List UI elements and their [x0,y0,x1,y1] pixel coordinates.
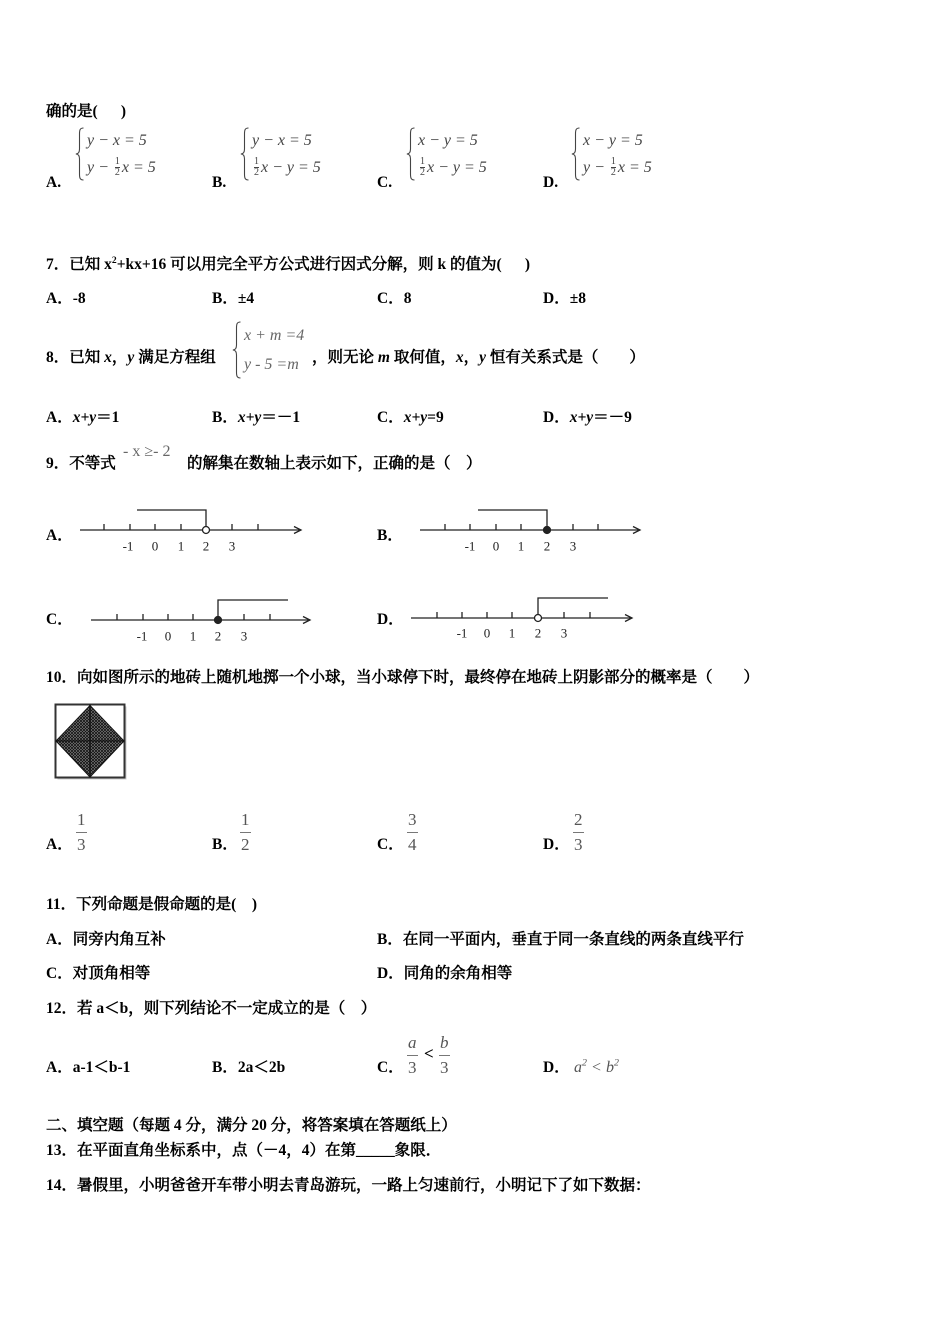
section-heading-fill-in: 二、填空题（每题 4 分，满分 20 分，将答案填在答题纸上） [46,1117,457,1134]
option-label: D． [543,290,570,307]
q7-stem-pre: 已知 x [69,256,112,273]
q10-floor-tile-figure [54,703,127,780]
fraction-numerator: 1 [241,810,250,829]
base-b: b [605,1059,614,1076]
equation-suffix: x = 5 [121,159,156,176]
system-equations [87,127,156,181]
fraction-numerator: a [408,1033,417,1052]
solution-bracket [137,510,206,527]
q11-stem [46,895,257,915]
fraction-numerator: 1 [420,156,425,167]
q13-stem-pre: 在平面直角坐标系中，点（－4，4）在第 [77,1142,357,1159]
equation-2: y - 5 =m [244,356,299,373]
q6-option-a-system [75,127,156,181]
q9-stem-part1 [46,454,116,474]
q8-stem-post1: ，则无论 [312,349,378,366]
q11-number: 11． [46,896,77,913]
q9-option-b-number-line [415,500,650,560]
q8-number: 8． [46,349,70,366]
system-brace [75,127,84,181]
equation-1: x − y = 5 [418,132,478,149]
equation-2 [87,154,156,181]
q12-option-c-left-fraction [407,1031,418,1080]
q10-option-c-fraction [407,808,418,857]
q9-stem-pre: 不等式 [69,455,116,472]
system-equations [418,127,487,181]
closed-endpoint [544,527,551,534]
tick-label: 1 [508,625,516,641]
tick-label: 2 [202,538,210,554]
option-text: 在同一平面内，垂直于同一条直线的两条直线平行 [402,931,744,948]
q9-option-c-label: C． [46,611,73,628]
tick-label: 3 [228,538,236,554]
tick-label: 3 [240,628,248,644]
q11-option-d [377,964,512,984]
tick-label: 1 [177,538,185,554]
q9-option-a-number-line [75,500,310,560]
equation-2 [583,154,652,181]
q8-option-c [377,408,444,428]
option-text: a-1＜b-1 [72,1059,131,1076]
less-than-sign: < [424,1044,434,1063]
q8-stem-part1 [46,348,216,368]
q7-number: 7． [46,256,70,273]
variable-x: x [455,349,464,366]
option-lhs: x+y [237,409,262,426]
q8-option-d [543,408,632,428]
variable-x: x [104,349,112,366]
tick-label: -1 [136,628,148,644]
q10-option-d-fraction [573,808,584,857]
fraction-denominator: 3 [439,1055,450,1080]
q8-stem-mid: 满足方程组 [134,349,216,366]
q9-option-c-number-line [86,590,321,650]
option-label: C． [377,409,404,426]
fraction-denominator: 4 [407,832,418,857]
tick-label: 3 [569,538,577,554]
tick-label: 0 [483,625,491,641]
q11-option-b [377,930,744,950]
q7-option-a [46,289,86,309]
q12-option-d-expression [574,1058,619,1078]
option-rhs: =9 [427,409,444,426]
option-label: A． [46,931,73,948]
option-lhs: x+y [72,409,97,426]
q10-number: 10． [46,669,78,686]
q10-stem-text: 向如图所示的地砖上随机地掷一个小球，当小球停下时，最终停在地砖上阴影部分的概率是（ ） [77,669,760,686]
q9-option-a-label: A． [46,527,73,544]
tick-label: 0 [164,628,172,644]
q12-option-c-label: C． [377,1059,404,1076]
less-than-sign: < [591,1059,601,1076]
equation-1: y − x = 5 [87,132,147,149]
q13-stem [46,1141,441,1161]
tick-label: 0 [151,538,159,554]
system-brace [232,321,241,379]
q9-option-d-number-line [406,588,641,648]
variable-y: y [127,349,135,366]
q10-option-b-label: B． [212,836,238,853]
option-text: -8 [72,290,86,307]
q8-stem-post2: 取何值， [389,349,456,366]
q7-stem-post: +kx+16 可以用完全平方公式进行因式分解，则 k 的值为( ) [116,256,531,273]
fraction-numerator: 1 [77,810,86,829]
q13-number: 13． [46,1142,78,1159]
fraction-numerator: b [440,1033,449,1052]
fraction-numerator: 1 [254,156,259,167]
open-endpoint [535,615,542,622]
option-label: A． [46,409,73,426]
q14-stem-text: 暑假里，小明爸爸开车带小明去青岛游玩，一路上匀速前行，小明记下了如下数据： [77,1177,651,1194]
option-label: C． [377,290,404,307]
q6-option-b-system [240,127,321,181]
equation-2 [418,154,487,181]
q7-option-c [377,289,411,309]
option-rhs: ＝－9 [593,409,632,426]
q12-option-d-label: D． [543,1059,570,1076]
q10-option-a-fraction [76,808,87,857]
option-text: 同角的余角相等 [403,965,513,982]
option-rhs: ＝－1 [261,409,301,426]
solution-bracket [218,600,288,616]
q7-stem [46,255,530,275]
q10-option-d-label: D． [543,836,570,853]
fraction-one-half [611,157,616,178]
option-text: 对顶角相等 [72,965,151,982]
q7-option-d [543,289,586,309]
q11-option-c [46,964,150,984]
q13-stem-post: 象限． [394,1142,442,1159]
closed-endpoint [215,617,222,624]
system-equations [583,127,652,181]
equation-prefix: y − [87,159,113,176]
fraction-denominator: 3 [407,1055,418,1080]
tick-label: -1 [122,538,134,554]
option-text: 2a＜2b [237,1059,286,1076]
option-lhs: x+y [403,409,428,426]
q7-option-b [212,289,254,309]
tick-label: 3 [560,625,568,641]
separator: ， [111,349,128,366]
q14-number: 14． [46,1177,78,1194]
q8-equation-system [232,321,304,379]
q12-stem-text: 若 a＜b，则下列结论不一定成立的是（ ） [77,1000,377,1017]
q12-option-a [46,1058,130,1078]
exponent: 2 [582,1057,587,1069]
q12-option-c-right-fraction [439,1031,450,1080]
equation-2 [252,154,321,181]
option-label: B． [212,1059,238,1076]
fraction-one-half [115,157,120,178]
fraction-denominator: 2 [240,832,251,857]
q8-option-a [46,408,119,428]
q9-number: 9． [46,455,70,472]
fraction-numerator: 1 [610,156,616,167]
option-label: A． [46,1059,73,1076]
option-label: A． [46,290,73,307]
q8-option-b [212,408,300,428]
equation-suffix: x − y = 5 [261,159,321,176]
option-label: B． [212,409,238,426]
q12-stem [46,999,376,1019]
separator: ， [463,349,480,366]
q8-stem-pre: 已知 [69,349,105,366]
equation-suffix: x − y = 5 [427,159,487,176]
tick-label: 2 [534,625,542,641]
system-brace [571,127,580,181]
q6-option-d-label: D. [543,174,559,191]
q6-stem-tail: 确的是( ) [46,103,127,120]
option-label: D． [543,409,570,426]
answer-blank: _____ [356,1142,395,1159]
q6-option-a-label: A. [46,174,62,191]
tick-label: 1 [189,628,197,644]
q9-inequality: - x ≥- 2 [123,443,171,460]
q6-option-b-label: B. [212,174,227,191]
fraction-denominator: 2 [420,167,425,178]
q7-exponent: 2 [111,254,117,266]
solution-bracket [478,510,547,526]
fraction-denominator: 3 [573,832,584,857]
equation-suffix: x = 5 [617,159,652,176]
q12-number: 12． [46,1000,78,1017]
fraction-one-half [254,157,259,178]
exponent: 2 [613,1057,619,1069]
system-brace [240,127,249,181]
q11-stem-text: 下列命题是假命题的是( ) [76,896,257,913]
fraction-denominator: 3 [76,832,87,857]
option-label: B． [377,931,403,948]
q9-option-d-label: D． [377,611,404,628]
fraction-numerator: 2 [574,810,583,829]
system-brace [406,127,415,181]
option-text: ±8 [569,290,586,307]
q10-option-a-label: A． [46,836,73,853]
tick-label: -1 [456,625,468,641]
equation-1: x + m =4 [244,327,305,344]
q8-stem-post3: 恒有关系式是（ ） [486,349,645,366]
option-text: 同旁内角互补 [72,931,166,948]
base-a: a [574,1059,582,1076]
variable-y: y [479,349,486,366]
tick-label: 1 [517,538,525,554]
fraction-numerator: 3 [408,810,417,829]
option-text: ±4 [237,290,255,307]
tick-label: 2 [214,628,222,644]
equation-1: x − y = 5 [583,132,643,149]
q9-stem-part2: 的解集在数轴上表示如下，正确的是（ ） [187,455,482,472]
option-text: 8 [403,290,412,307]
open-endpoint [203,527,210,534]
q9-option-b-label: B． [377,527,403,544]
fraction-one-half [420,157,425,178]
q11-option-a [46,930,166,950]
option-label: D． [377,965,404,982]
q8-stem-part2 [312,348,645,368]
system-equations [252,127,321,181]
q14-stem [46,1176,651,1196]
option-lhs: x+y [569,409,594,426]
tick-label: 0 [492,538,500,554]
q6-option-d-system [571,127,652,181]
fraction-denominator: 2 [254,167,259,178]
option-label: B． [212,290,238,307]
option-rhs: ＝1 [96,409,120,426]
q10-option-b-fraction [240,808,251,857]
equation-prefix: y − [583,159,609,176]
q6-option-c-system [406,127,487,181]
q6-option-c-label: C. [377,174,393,191]
q12-option-b [212,1058,285,1078]
fraction-denominator: 2 [114,167,120,178]
q10-option-c-label: C． [377,836,404,853]
fraction-numerator: 1 [114,156,120,167]
q10-stem [46,668,759,688]
variable-m: m [377,349,390,366]
tick-label: 2 [543,538,551,554]
option-label: C． [46,965,73,982]
fraction-denominator: 2 [610,167,616,178]
tick-label: -1 [464,538,476,554]
solution-bracket [538,598,608,615]
system-equations [244,321,304,379]
equation-1: y − x = 5 [252,132,312,149]
